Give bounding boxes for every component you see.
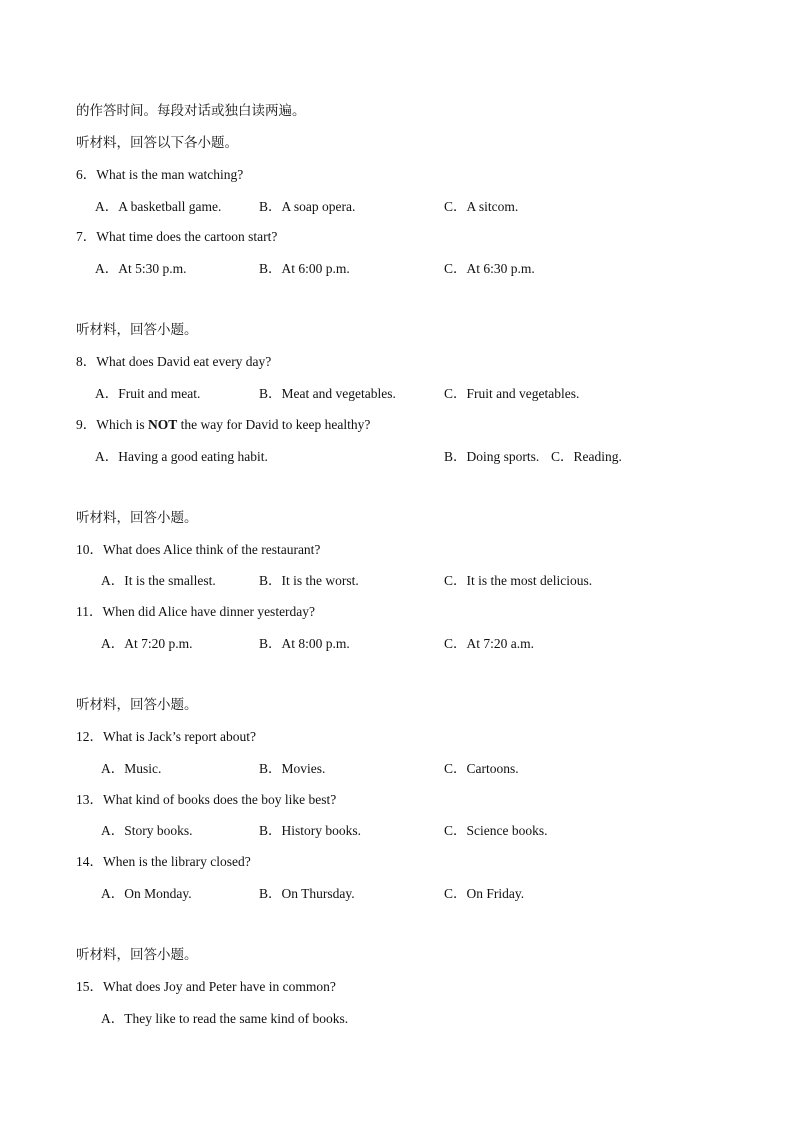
q8-option-a: A．Fruit and meat. xyxy=(95,386,201,401)
question-13: 13．What kind of books does the boy like best? xyxy=(76,792,337,807)
section-header-4: 听材料，回答小题。 xyxy=(76,697,198,712)
q9-option-c: C．Reading. xyxy=(551,449,622,464)
q11-option-b: B．At 8:00 p.m. xyxy=(259,636,350,651)
q12-option-b: B．Movies. xyxy=(259,761,326,776)
q10-option-c: C．It is the most delicious. xyxy=(444,573,593,588)
question-7: 7．What time does the cartoon start? xyxy=(76,229,278,244)
q6-option-c: C．A sitcom. xyxy=(444,199,519,214)
question-6: 6．What is the man watching? xyxy=(76,167,244,182)
question-10: 10．What does Alice think of the restaurant? xyxy=(76,542,321,557)
q12-option-a: A．Music. xyxy=(101,761,162,776)
q9-option-a: A．Having a good eating habit. xyxy=(95,449,268,464)
q6-option-a: A．A basketball game. xyxy=(95,199,222,214)
question-9-post: the way for David to keep healthy? xyxy=(177,417,371,432)
section-header-5: 听材料，回答小题。 xyxy=(76,947,198,962)
question-9-pre: 9．Which is xyxy=(76,417,148,432)
q8-option-c: C．Fruit and vegetables. xyxy=(444,386,580,401)
q7-option-a: A．At 5:30 p.m. xyxy=(95,261,187,276)
q12-option-c: C．Cartoons. xyxy=(444,761,519,776)
question-11: 11．When did Alice have dinner yesterday? xyxy=(76,604,316,619)
q11-option-c: C．At 7:20 a.m. xyxy=(444,636,534,651)
q9-option-b: B．Doing sports. xyxy=(444,449,540,464)
question-9-emphasis: NOT xyxy=(148,417,178,432)
section-header-3: 听材料，回答小题。 xyxy=(76,510,198,525)
q13-option-b: B．History books. xyxy=(259,823,362,838)
section-header-2: 听材料，回答小题。 xyxy=(76,322,198,337)
q14-option-a: A．On Monday. xyxy=(101,886,192,901)
question-15: 15．What does Joy and Peter have in common? xyxy=(76,979,336,994)
question-14: 14．When is the library closed? xyxy=(76,854,251,869)
q13-option-c: C．Science books. xyxy=(444,823,548,838)
q13-option-a: A．Story books. xyxy=(101,823,193,838)
intro-line-1: 的作答时间。每段对话或独白读两遍。 xyxy=(76,103,306,118)
question-9 xyxy=(76,417,370,433)
q7-option-b: B．At 6:00 p.m. xyxy=(259,261,350,276)
q14-option-c: C．On Friday. xyxy=(444,886,525,901)
intro-line-2: 听材料，回答以下各小题。 xyxy=(76,135,238,150)
q10-option-b: B．It is the worst. xyxy=(259,573,359,588)
q14-option-b: B．On Thursday. xyxy=(259,886,355,901)
q8-option-b: B．Meat and vegetables. xyxy=(259,386,396,401)
question-8: 8．What does David eat every day? xyxy=(76,354,272,369)
q10-option-a: A．It is the smallest. xyxy=(101,573,216,588)
q15-option-a: A．They like to read the same kind of books. xyxy=(101,1011,349,1026)
q11-option-a: A．At 7:20 p.m. xyxy=(101,636,193,651)
question-12: 12．What is Jack’s report about? xyxy=(76,729,256,744)
q7-option-c: C．At 6:30 p.m. xyxy=(444,261,535,276)
q6-option-b: B．A soap opera. xyxy=(259,199,356,214)
